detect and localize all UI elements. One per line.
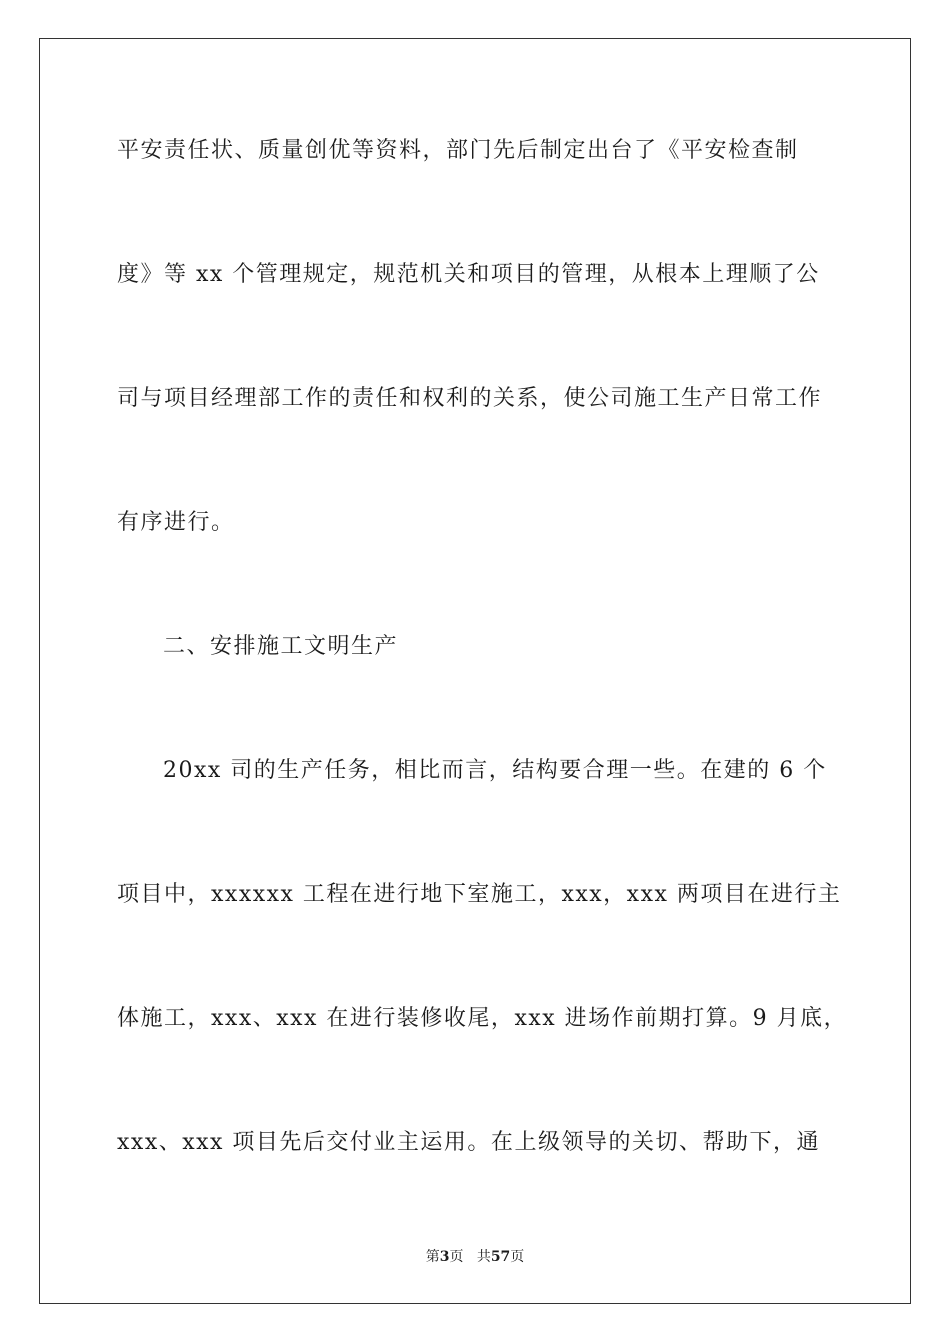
body-text-line: 平安责任状、质量创优等资料，部门先后制定出台了《平安检查制: [117, 138, 799, 163]
section-heading: 二、安排施工文明生产: [163, 634, 399, 659]
body-text-line: 度》等 xx 个管理规定，规范机关和项目的管理，从根本上理顺了公: [117, 262, 820, 287]
body-text-line: 有序进行。: [117, 510, 235, 535]
page-prefix: 第: [425, 1249, 440, 1265]
total-page-count: 57: [490, 1249, 511, 1265]
page-suffix: 页: [449, 1249, 464, 1265]
body-text-line: 司与项目经理部工作的责任和权利的关系，使公司施工生产日常工作: [117, 386, 823, 411]
page-footer: [0, 1248, 950, 1266]
current-page-number: 3: [439, 1249, 450, 1265]
body-text-line: 体施工，xxx、xxx 在进行装修收尾，xxx 进场作前期打算。9 月底，: [117, 1006, 848, 1031]
total-suffix: 页: [510, 1249, 525, 1265]
total-prefix: 共: [476, 1249, 491, 1265]
body-text-line: 项目中，xxxxxx 工程在进行地下室施工，xxx，xxx 两项目在进行主: [117, 882, 842, 907]
page-border: [39, 38, 911, 1304]
body-text-line: xxx、xxx 项目先后交付业主运用。在上级领导的关切、帮助下，通: [117, 1130, 820, 1155]
body-text-line: 20xx 司的生产任务，相比而言，结构要合理一些。在建的 6 个: [163, 758, 827, 783]
